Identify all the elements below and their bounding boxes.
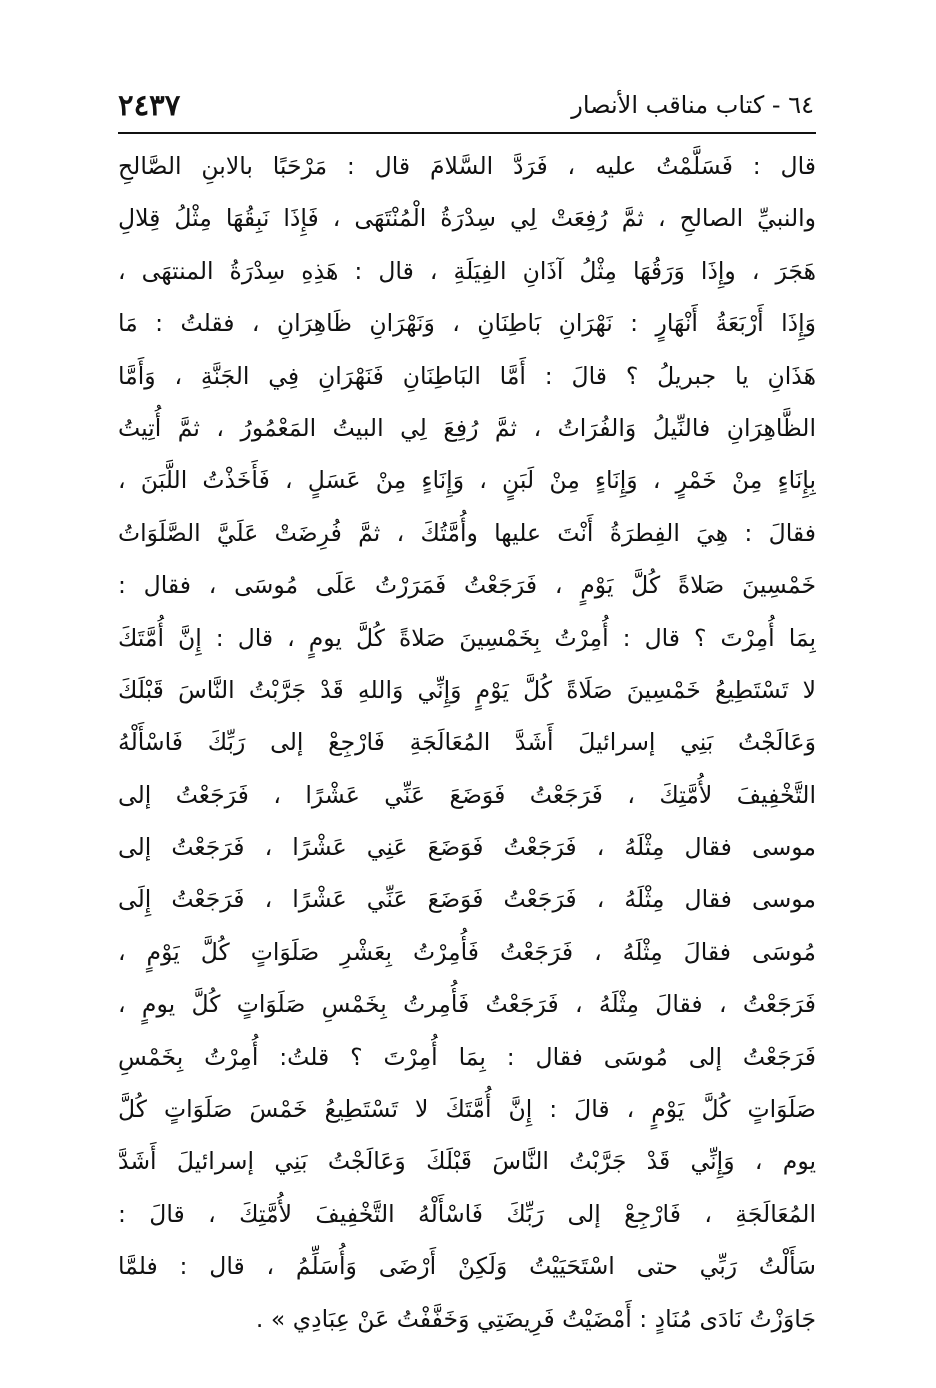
text-line: وَعَالَجْتُ بَنِي إسرائيلَ أَشَدَّ المُعَالَجَةِ فَارْجِعْ إلى رَبِّكَ فَاسْأَلْهُ: [118, 728, 816, 757]
text-line: الظَّاهِرَانِ فالنِّيلُ وَالفُرَاتُ ، ثمَّ رُفِعَ لِي البيتُ المَعْمُورُ ، ثمَّ أُتِيتُ: [118, 413, 816, 442]
page-number: ٢٤٣٧: [118, 88, 181, 122]
text-line: فقالَ : هِيَ الفِطرَةُ أَنْتَ عليها وأُمَّتُكَ ، ثمَّ فُرِضَتْ عَلَيَّ الصَّلَوَاتُ: [118, 518, 816, 547]
text-line: فَرَجَعْتُ ، فقالَ مِثْلَهُ ، فَرَجَعْتُ فَأُمِرتُ بِخَمْسِ صَلَوَاتٍ كُلَّ يومٍ ،: [118, 990, 816, 1019]
text-line: هَذَانِ يا جبريلُ ؟ قالَ : أَمَّا البَاطِنَانِ فَنَهْرَانِ فِي الجَنَّةِ ، وَأَمَّا: [118, 361, 816, 390]
text-line: موسى فقال مِثْلَهُ ، فَرَجَعْتُ فَوَضَعَ عَنِّي عَشْرًا ، فَرَجَعْتُ إِلَى: [118, 885, 816, 914]
text-line: جَاوَزْتُ نَادَى مُنَادٍ : أَمْضَيْتُ فَرِيضَتِي وَخَفَّفْتُ عَنْ عِبَادِي » .: [255, 1304, 816, 1333]
text-line: موسى فقال مِثْلَهُ ، فَرَجَعْتُ فَوَضَعَ عَنِي عَشْرًا ، فَرَجَعْتُ إلى: [118, 833, 816, 862]
text-line: خَمْسِينَ صَلاةً كُلَّ يَوْمٍ ، فَرَجَعْتُ فَمَرَرْتُ عَلَى مُوسَى ، فقال :: [118, 571, 816, 600]
text-line: مُوسَى فقالَ مِثْلَهُ ، فَرَجَعْتُ فَأُمِرْتُ بِعَشْرِ صَلَوَاتٍ كُلَّ يَوْمٍ ،: [118, 937, 816, 966]
text-line: بِمَا أُمِرْتَ ؟ قال : أُمِرْتُ بِخَمْسِينَ صَلاةً كُلَّ يومٍ ، قال : إِنَّ أُمَّتَكَ: [118, 623, 816, 652]
text-line: والنبيِّ الصالحِ ، ثمَّ رُفِعَتْ لِي سِدْرَةُ الْمُنْتَهَى ، فَإِذَا نَبِقُهَا مِثْلُ قِلالِ: [118, 204, 816, 233]
text-line: قال : فَسَلَّمْتُ عليه ، فَرَدَّ السَّلامَ قال : مَرْحَبًا بالابنِ الصَّالحِ: [118, 152, 816, 180]
text-line: لا تَسْتَطِيعُ خَمْسِينَ صَلَاةً كُلَّ يَوْمٍ وَإِنِّي وَاللهِ قَدْ جَرَّبْتُ النَّاسَ قَبْلَكَ: [118, 675, 816, 704]
text-line: وَإِذَا أَرْبَعَةُ أَنْهَارٍ : نَهْرَانِ بَاطِنَانِ ، وَنَهْرَانِ ظَاهِرَانِ ، فقلتُ : مَا: [118, 309, 816, 338]
running-title: ٦٤ - كتاب مناقب الأنصار: [571, 91, 814, 119]
page-header: [118, 88, 814, 128]
text-line: هَجَرَ ، وإِذَا وَرَقُهَا مِثْلُ آذَانِ الفِيَلَةِ ، قال : هَذِهِ سِدْرَةُ المنتهَى ،: [118, 256, 816, 285]
text-line: فَرَجَعْتُ إلى مُوسَى فقال : بِمَا أُمِرْتَ ؟ قلتُ: أُمِرْتُ بِخَمْسِ: [118, 1042, 816, 1071]
body-text: [118, 140, 816, 1345]
text-line: يوم ، وَإِنِّي قَدْ جَرَّبْتُ النَّاسَ قَبْلَكَ وَعَالَجْتُ بَنِي إسرائيلَ أَشَدَّ: [118, 1147, 816, 1176]
text-line: سَأَلْتُ رَبِّي حتى اسْتَحَيَيْتُ وَلَكِنْ أَرْضَى وَأُسَلِّمُ ، قال : فلمَّا: [118, 1252, 816, 1281]
text-line: بِإِنَاءٍ مِنْ خَمْرٍ ، وَإِنَاءٍ مِنْ لَبَنٍ ، وَإِنَاءٍ مِنْ عَسَلٍ ، فَأَخَذْتُ اللَّبَنَ ،: [118, 466, 816, 495]
text-line: المُعَالَجَةِ ، فَارْجِعْ إلى رَبِّكَ فَاسْأَلْهُ التَّخْفِيفَ لأُمَّتِكَ ، قالَ :: [118, 1199, 816, 1228]
header-divider: [118, 132, 816, 134]
text-line: التَّخْفِيفَ لأُمَّتِكَ ، فَرَجَعْتُ فَوَضَعَ عَنِّي عَشْرًا ، فَرَجَعْتُ إلى: [118, 780, 816, 809]
text-line: صَلَوَاتٍ كُلَّ يَوْمٍ ، قالَ : إِنَّ أُمَّتَكَ لا تَسْتَطِيعُ خَمْسَ صَلَوَاتٍ كُلَّ: [118, 1095, 816, 1124]
